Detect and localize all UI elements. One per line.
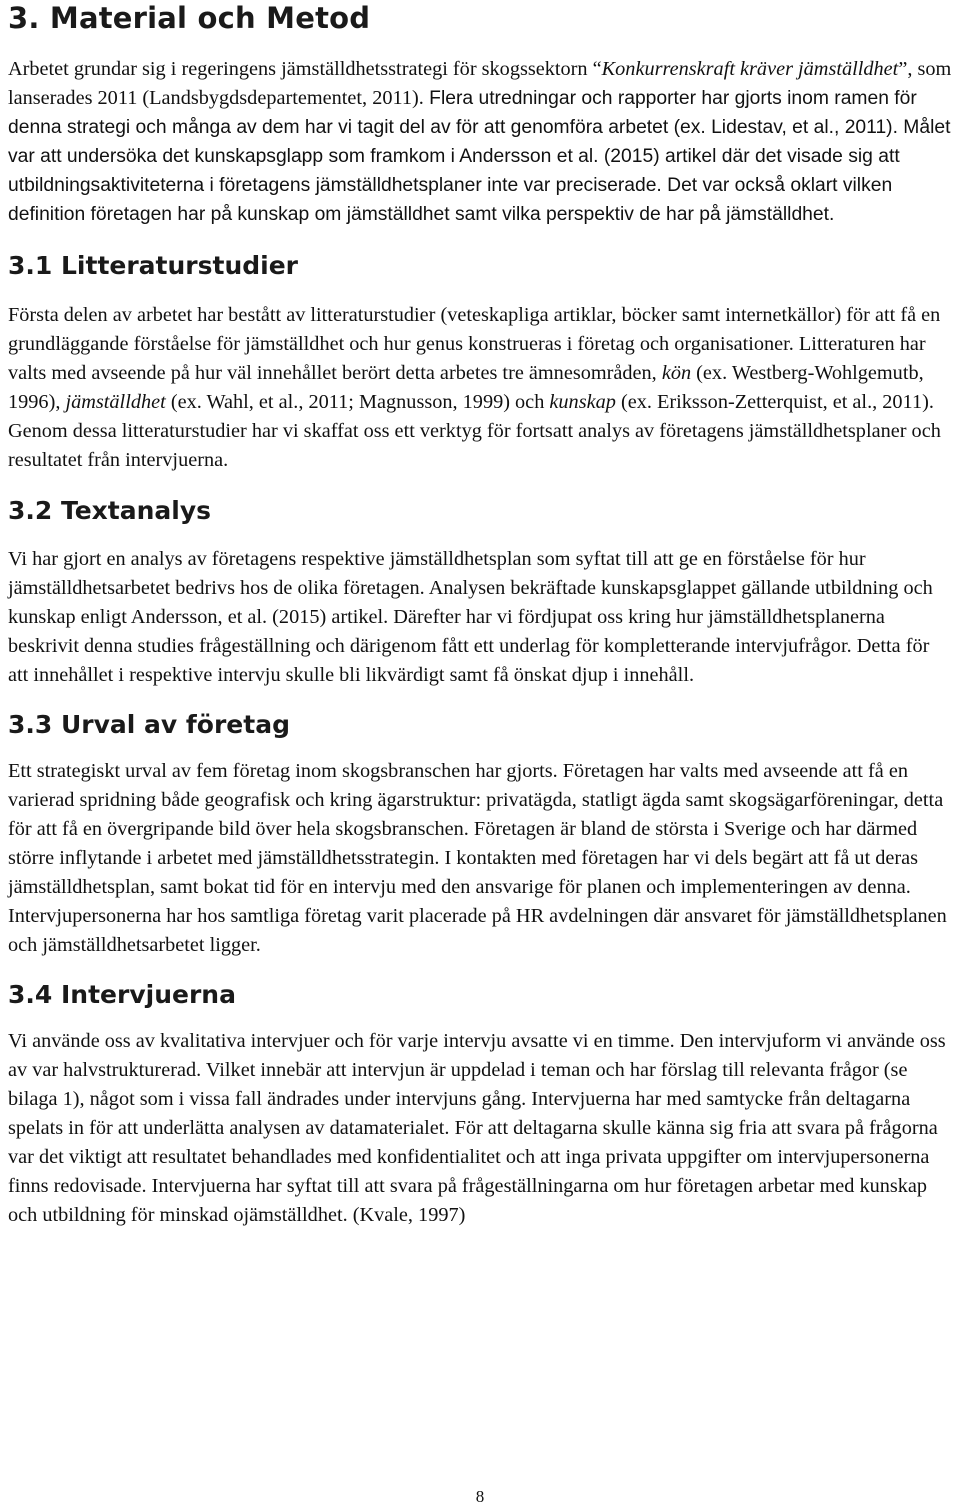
- lit-text-2: (ex. Westberg-Wohlgemutb, 1996),: [8, 362, 924, 413]
- section-heading-litteraturstudier: 3.1 Litteraturstudier: [8, 251, 299, 280]
- textanalys-paragraph: Vi har gjort en analys av företagens respektive jämställdhetsplan som syftat till att ge en förståelse för hur jämställdhetsarbetet bedrivs hos de olika företagen. Analysen bekräftade kunskapsglappet gällande utbildning och kunskap enligt Andersson, et al. (2015) artikel. Därefter har vi fördjupat oss kring hur jämställdhetsplanerna beskrivit denna studies frågeställning och därigenom fått ett underlag för kompletterande intervjufrågor. Detta för att innehållet i respektive intervju skulle bli likvärdigt samt få önskat djup i innehåll.: [8, 548, 933, 686]
- page-number: 8: [475, 1487, 485, 1506]
- section-heading-urval: 3.3 Urval av företag: [8, 710, 290, 739]
- lit-text-1: Första delen av arbetet har bestått av litteraturstudier (veteskapliga artiklar, böcker samt internetkällor) för att få en grundläggande förståelse för jämställdhet och hur genus konstrueras i företag och organisationer. Litteraturen har valts med avseende på hur väl innehållet berört detta arbetes tre ämnesområden,: [8, 304, 941, 384]
- section-heading-intervjuerna: 3.4 Intervjuerna: [8, 980, 236, 1009]
- lit-italic-jamstalldhet: jämställdhet: [65, 391, 166, 413]
- litteraturstudier-paragraph: [8, 301, 952, 475]
- intro-text-b: ”, som lanserades 2011 (Landsbygdsdepartementet, 2011).: [8, 58, 952, 109]
- lit-italic-kon: kön: [661, 362, 692, 384]
- lit-text-4: (ex. Eriksson-Zetterquist, et al., 2011). Genom dessa litteraturstudier har vi skaffat oss ett verktyg för fortsatt analys av företagens jämställdhetsplaner och resultatet från intervjuerna.: [8, 391, 941, 471]
- document-page: [8, 0, 952, 1230]
- lit-italic-kunskap: kunskap: [549, 391, 616, 413]
- intro-text-a: Arbetet grundar sig i regeringens jämställdhetsstrategi för skogssektorn “: [8, 58, 602, 80]
- intro-paragraph: [8, 55, 952, 229]
- lit-text-3: (ex. Wahl, et al., 2011; Magnusson, 1999) och: [165, 391, 550, 413]
- chapter-heading: 3. Material och Metod: [8, 1, 371, 35]
- intro-strategy-title: Konkurrenskraft kräver jämställdhet: [601, 58, 899, 80]
- urval-paragraph: Ett strategiskt urval av fem företag inom skogsbranschen har gjorts. Företagen har valts med avseende att få en varierad spridning både geografisk och kring ägarstruktur: privatägda, statligt ägda samt skogsägarföreningar, detta för att få en övergripande bild över hela skogsbranschen. Företagen är bland de största i Sverige och har därmed större inflytande i arbetet med jämställdhetsstrategin. I kontakten med företagen har vi dels begärt att få ut deras jämställdhetsplan, samt bokat tid för en intervju med den ansvarige för planen och implementeringen av denna. Intervjupersonerna har hos samtliga företag varit placerade på HR avdelningen där ansvaret för jämställdhetsplanen och jämställdhetsarbetet ligger.: [8, 760, 947, 956]
- intervjuerna-paragraph: Vi använde oss av kvalitativa intervjuer och för varje intervju avsatte vi en timme. Den intervjuform vi använde oss av var halvstrukturerad. Vilket innebär att intervjun är uppdelad i teman och har förslag till relevanta frågor (se bilaga 1), något som i vissa fall ändrades under intervjuns gång. Intervjuerna har med samtycke från deltagarna spelats in för att underlätta analysen av datamaterialet. För att deltagarna skulle känna sig fria att svara på frågorna var det viktigt att resultatet behandlades med konfidentialitet och att inga privata uppgifter om intervjupersonerna finns redovisade. Intervjuerna har syftat till att svara på frågeställningarna om hur företagen arbetar med kunskap och utbildning för minskad ojämställdhet. (Kvale, 1997): [8, 1030, 946, 1226]
- section-heading-textanalys: 3.2 Textanalys: [8, 496, 212, 525]
- intro-text-sans: Flera utredningar och rapporter har gjorts inom ramen för denna strategi och många av dem har vi tagit del av för att genomföra arbetet (ex. Lidestav, et al., 2011). Målet var att undersöka det kunskapsglapp som framkom i Andersson et al. (2015) artikel där det visade sig att utbildningsaktiviteterna i företagens jämställdhetsplaner inte var preciserade. Det var också oklart vilken definition företagen har på kunskap om jämställdhet samt vilka perspektiv de har på jämställdhet.: [8, 88, 951, 225]
